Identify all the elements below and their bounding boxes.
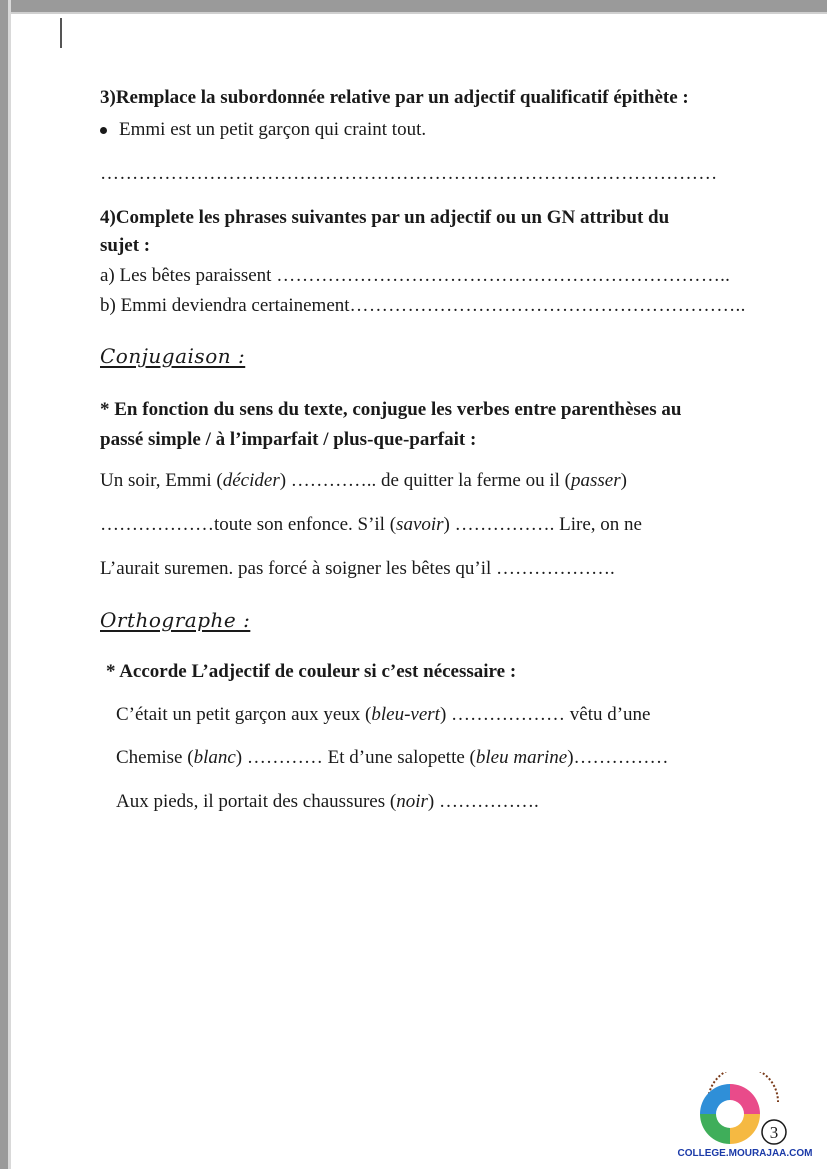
page-number: 3	[769, 1123, 779, 1142]
q4-item-a-blank[interactable]: ……………………………………………………………..	[276, 265, 731, 286]
conjugaison-instruction-line2: passé simple / à l’imparfait / plus-que-parfait :	[100, 429, 477, 450]
scan-mark	[60, 18, 62, 48]
logo-center	[718, 1102, 742, 1126]
text-segment: C’était un petit garçon aux yeux (	[116, 704, 372, 725]
q4-title-line2: sujet :	[100, 235, 151, 256]
scan-top-edge	[0, 0, 827, 12]
orthographe-heading: Orthographe :	[100, 608, 251, 632]
text-segment: ) …………….	[427, 791, 539, 812]
q4-item-b-text: b) Emmi deviendra certainement	[100, 295, 350, 316]
text-segment: ………………toute son enfonce. S’il (	[100, 514, 397, 535]
text-segment: ) ……………… vêtu d’une	[439, 704, 651, 725]
orthographe-line3	[116, 790, 539, 814]
text-segment: Aux pieds, il portait des chaussures (	[116, 791, 397, 812]
q4-item-a-text: a) Les bêtes paraissent	[100, 265, 277, 286]
conjugaison-instruction-line1: * En fonction du sens du texte, conjugue les verbes entre parenthèses au	[100, 399, 682, 420]
orthographe-line2	[116, 746, 669, 770]
q4-item-a	[100, 264, 730, 288]
logo-wheel	[700, 1084, 760, 1144]
conjugaison-line1	[100, 469, 627, 493]
q4-item-b-blank[interactable]: ……………………………………………………..	[349, 295, 746, 316]
conjugaison-heading: Conjugaison :	[100, 344, 246, 368]
q3-title: 3)Remplace la subordonnée relative par un adjectif qualificatif épithète :	[100, 87, 689, 108]
scan-left-edge	[0, 0, 8, 1169]
verb-decider: décider	[222, 470, 280, 491]
text-segment: Un soir, Emmi (	[100, 470, 223, 491]
text-segment: ) ……………. Lire, on ne	[443, 514, 642, 535]
bullet-icon	[100, 127, 107, 134]
text-segment: ) ………….. de quitter la ferme ou il (	[279, 470, 571, 491]
text-segment: )……………	[567, 747, 669, 768]
adjective-bleu-marine: bleu marine	[475, 747, 568, 768]
text-segment: Chemise (	[116, 747, 194, 768]
text-segment: )	[620, 470, 627, 491]
adjective-blanc: blanc	[193, 747, 236, 768]
text-segment: ) ………… Et d’une salopette (	[235, 747, 476, 768]
adjective-bleu-vert: bleu-vert	[371, 704, 440, 725]
conjugaison-line2	[100, 513, 642, 537]
adjective-noir: noir	[396, 791, 428, 812]
site-url: COLLEGE.MOURAJAA.COM	[677, 1148, 813, 1159]
orthographe-line1	[116, 703, 651, 727]
q3-sentence-text: Emmi est un petit garçon qui craint tout.	[119, 119, 427, 140]
q4-title-line1: 4)Complete les phrases suivantes par un adjectif ou un GN attribut du	[100, 207, 670, 228]
q4-item-b	[100, 294, 746, 318]
verb-passer: passer	[570, 470, 621, 491]
q3-sentence	[100, 118, 426, 142]
verb-savoir: savoir	[396, 514, 444, 535]
scan-left-edge-shadow	[8, 0, 11, 1169]
q3-answer-line[interactable]: ……………………………………………………………………………………	[100, 163, 718, 184]
scan-top-edge-shadow	[0, 12, 827, 14]
conjugaison-line3: L’aurait suremen. pas forcé à soigner les bêtes qu’il ……………….	[100, 558, 615, 579]
orthographe-instruction: * Accorde L’adjectif de couleur si c’est nécessaire :	[106, 661, 517, 682]
